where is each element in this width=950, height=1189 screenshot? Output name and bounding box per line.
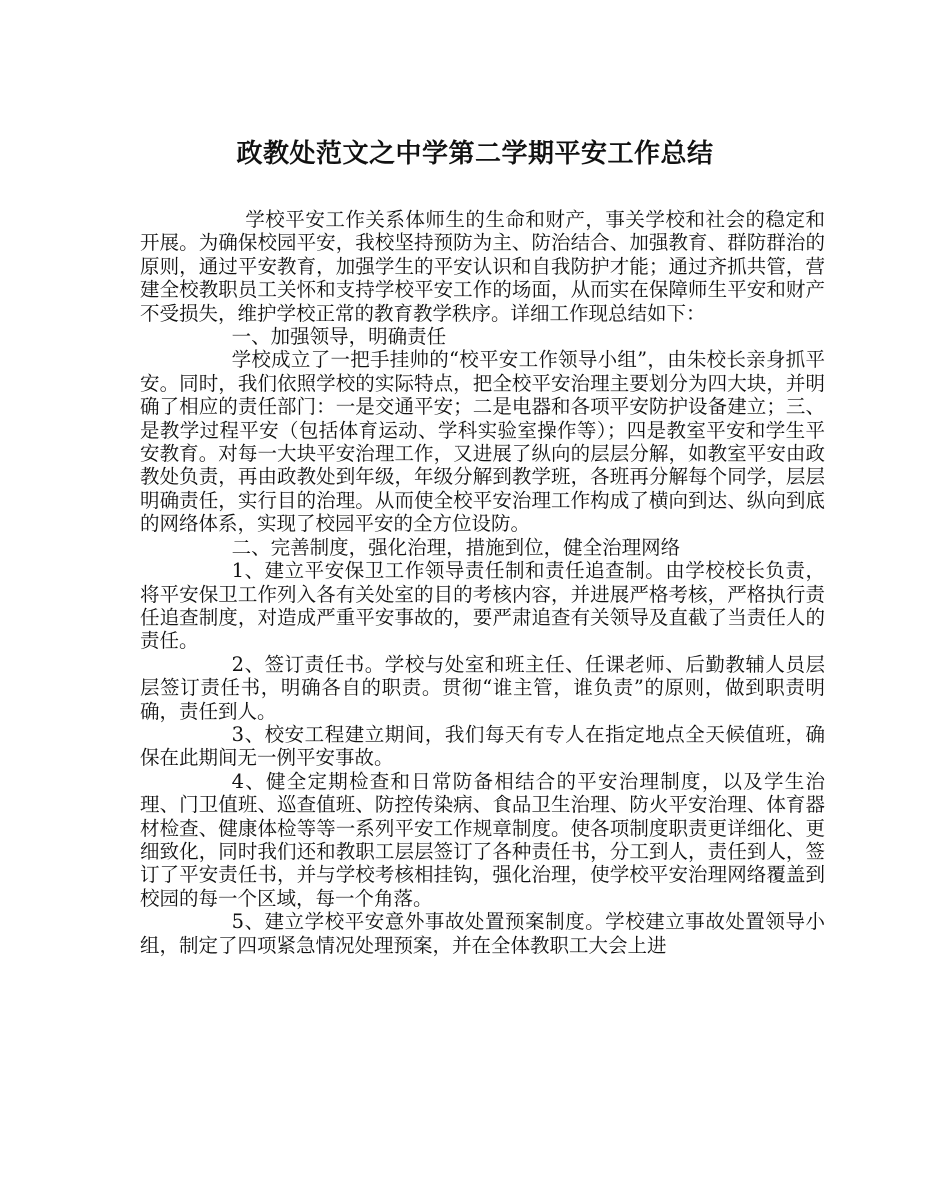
paragraph-intro: 学校平安工作关系体师生的生命和财产，事关学校和社会的稳定和开展。为确保校园平安，我校坚持预防为主、防治结合、加强教育、群防群治的原则，通过平安教育，加强学生的平安认识和自我防护才能；通过齐抓共管，营建全校教职员工关怀和支持学校平安工作的场面，从而实在保障师生平安和财产不受损失，维护学校正常的教育教学秩序。详细工作现总结如下： [140, 208, 825, 325]
paragraph-item-3: 3、校安工程建立期间，我们每天有专人在指定地点全天候值班，确保在此期间无一例平安事故。 [140, 722, 825, 770]
paragraph-leadership: 学校成立了一把手挂帅的“校平安工作领导小组”，由朱校长亲身抓平安。同时，我们依照学校的实际特点，把全校平安治理主要划分为四大块，并明确了相应的责任部门：一是交通平安；二是电器和各项平安防护设备建立；三、是教学过程平安（包括体育运动、学科实验室操作等）；四是教室平安和学生平安教育。对每一大块平安治理工作，又进展了纵向的层层分解，如教室平安由政教处负责，再由政教处到年级，年级分解到教学班，各班再分解每个同学，层层明确责任，实行目的治理。从而使全校平安治理工作构成了横向到达、纵向到底的网络体系，实现了校园平安的全方位设防。 [140, 348, 825, 536]
section-heading-1: 一、加强领导，明确责任 [231, 325, 447, 349]
section-heading-2: 二、完善制度，强化治理，措施到位，健全治理网络 [231, 535, 681, 559]
paragraph-item-4: 4、健全定期检查和日常防备相结合的平安治理制度，以及学生治理、门卫值班、巡查值班、防控传染病、食品卫生治理、防火平安治理、体育器材检查、健康体检等等一系列平安工作规章制度。使各项制度职责更详细化、更细致化，同时我们还和教职工层层签订了各种责任书，分工到人，责任到人，签订了平安责任书，并与学校考核相挂钩，强化治理，使学校平安治理网络覆盖到校园的每一个区域，每一个角落。 [140, 769, 825, 910]
paragraph-item-1: 1、建立平安保卫工作领导责任制和责任追查制。由学校校长负责，将平安保卫工作列入各有关处室的目的考核内容，并进展严格考核，严格执行责任追查制度，对造成严重平安事故的，要严肃追查有关领导及直截了当责任人的责任。 [140, 559, 825, 653]
paragraph-item-2: 2、签订责任书。学校与处室和班主任、任课老师、后勤教辅人员层层签订责任书，明确各自的职责。贯彻“谁主管，谁负责”的原则，做到职责明确，责任到人。 [140, 652, 825, 723]
document-title: 政教处范文之中学第二学期平安工作总结 [236, 139, 714, 169]
document-body [140, 208, 825, 957]
paragraph-item-5: 5、建立学校平安意外事故处置预案制度。学校建立事故处置领导小组，制定了四项紧急情况处理预案，并在全体教职工大会上进 [140, 910, 825, 957]
